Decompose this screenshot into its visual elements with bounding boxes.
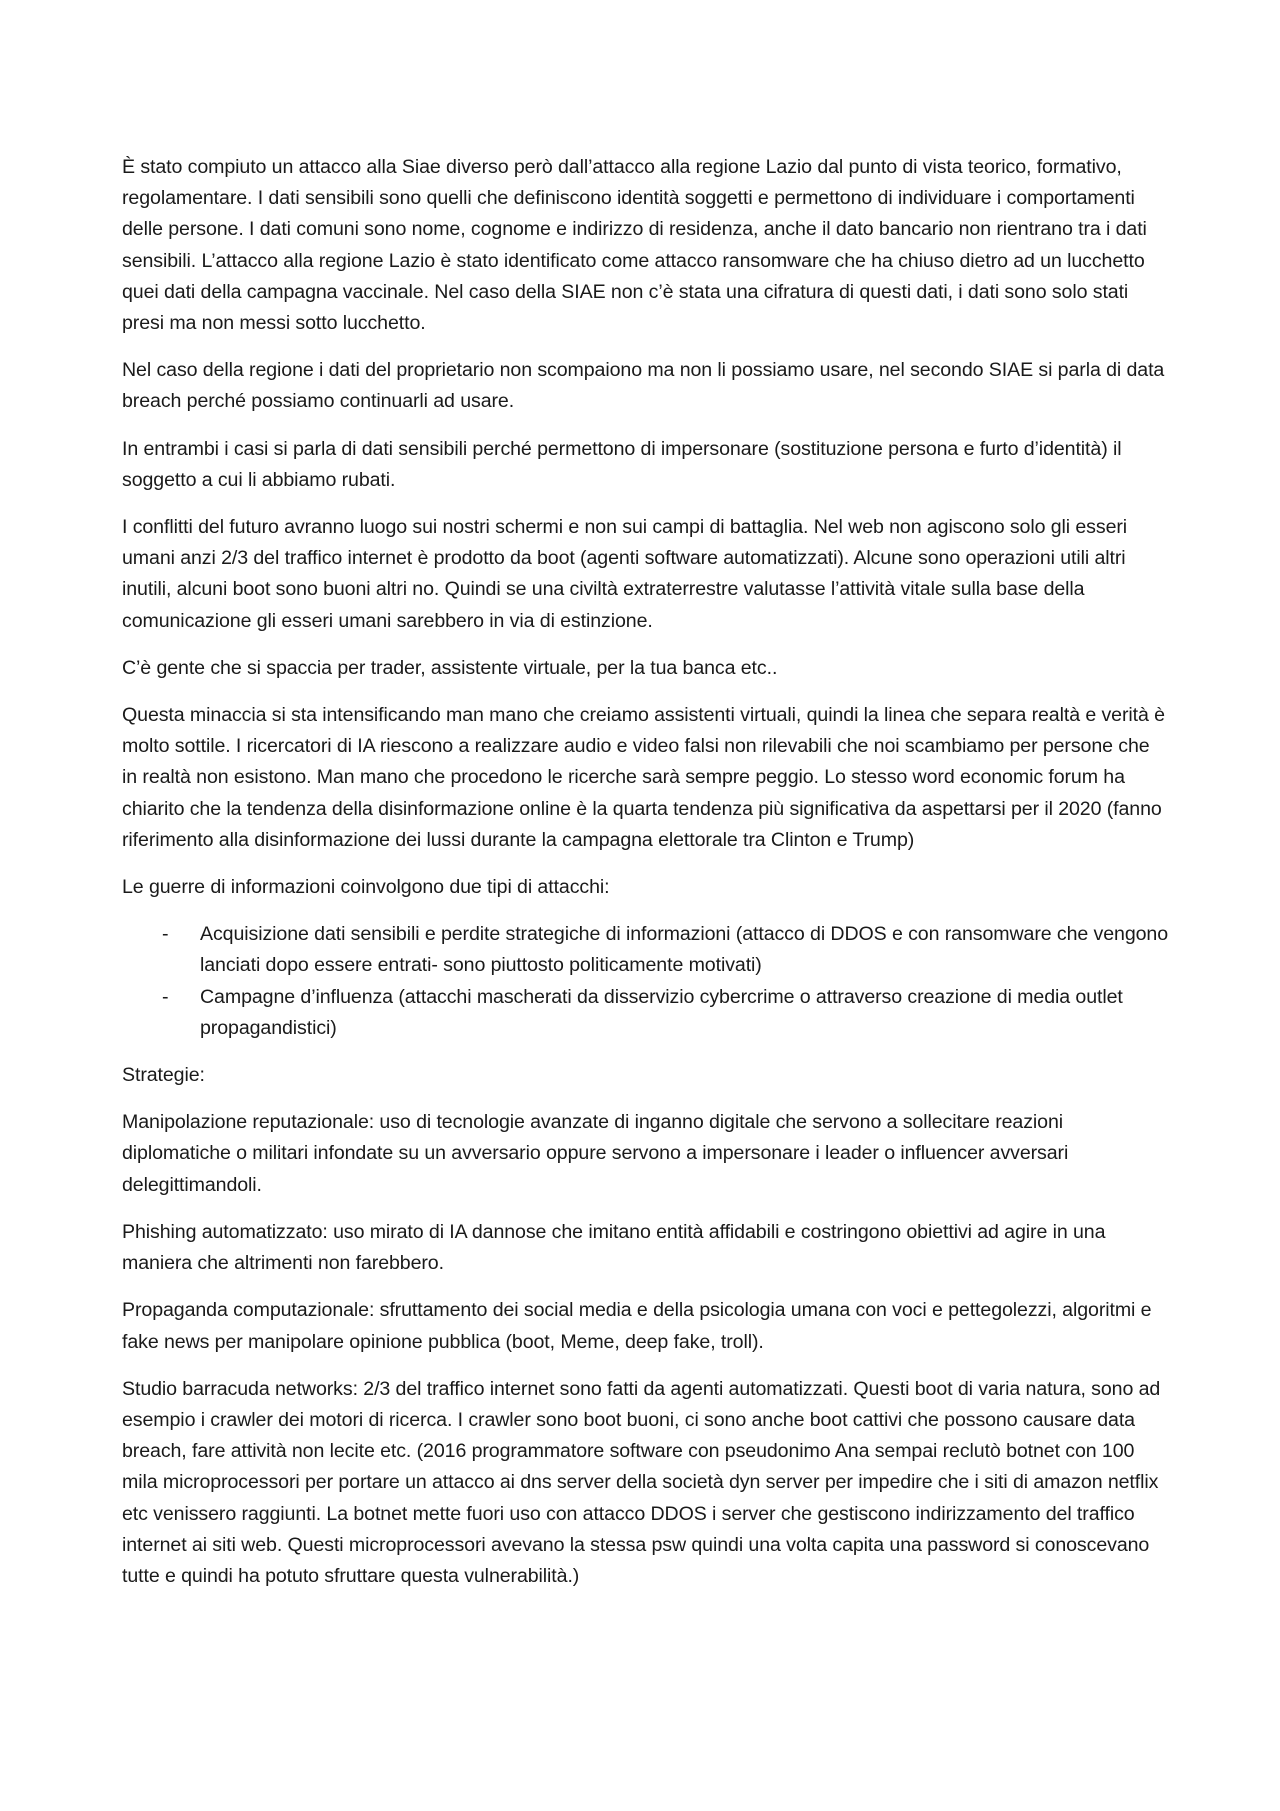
paragraph-strategies-heading: Strategie: (122, 1064, 205, 1087)
list-item-text: Campagne d’influenza (attacchi mascherati da disservizio cybercrime o attraverso creazione di media outlet propagandistici) (200, 985, 1123, 1039)
list-item-text: Acquisizione dati sensibili e perdite strategiche di informazioni (attacco di DDOS e con ransomware che vengono lanciati dopo essere entrati- sono piuttosto politicamente motivati) (200, 923, 1169, 977)
bullet-dash: - (162, 985, 169, 1008)
paragraph-virtual-assistants-threat: Questa minaccia si sta intensificando man mano che creiamo assistenti virtuali, quindi la linea che separa realtà e verità è molto sottile. I ricercatori di IA riescono a realizzare audio e video falsi non rilevabili che noi scambiamo per persone che in realtà non esistono. Man mano che procedono le ricerche sarà sempre peggio. Lo stesso word economic forum ha chiarito che la tendenza della disinformazione online è la quarta tendenza più significativa da aspettarsi per il 2020 (fanno riferimento alla disinformazione dei lussi durante la campagna elettorale tra Clinton e Trump) (122, 704, 1165, 851)
paragraph-impersonators: C’è gente che si spaccia per trader, assistente virtuale, per la tua banca etc.. (122, 656, 778, 679)
paragraph-automated-phishing: Phishing automatizzato: uso mirato di IA dannose che imitano entità affidabili e costringono obiettivi ad agire in una maniera che altrimenti non farebbero. (122, 1220, 1106, 1275)
list-item (122, 982, 1168, 1044)
attack-types-list (122, 919, 1168, 1044)
paragraph-reputational-manipulation: Manipolazione reputazionale: uso di tecnologie avanzate di inganno digitale che servono a sollecitare reazioni diplomatiche o militari infondate su un avversario oppure servono a impersonare i leader o influencer avversari delegittimandoli. (122, 1111, 1069, 1196)
paragraph-barracuda-study: Studio barracuda networks: 2/3 del traffico internet sono fatti da agenti automatizzati. Questi boot di varia natura, sono ad esempio i crawler dei motori di ricerca. I crawler sono boot buoni, ci sono anche boot cattivi che possono causare data breach, fare attività non lecite etc. (2016 programmatore software con pseudonimo Ana sempai reclutò botnet con 100 mila microprocessori per portare un attacco ai dns server della società dyn server per impedire che i siti di amazon netflix etc venissero raggiunti. La botnet mette fuori uso con attacco DDOS i server che gestiscono indirizzamento del traffico internet ai siti web. Questi microprocessori avevano la stessa psw quindi una volta capita una password si conoscevano tutte e quindi ha potuto sfruttare questa vulnerabilità.) (122, 1377, 1161, 1587)
paragraph-computational-propaganda: Propaganda computazionale: sfruttamento dei social media e della psicologia umana con voci e pettegolezzi, algoritmi e fake news per manipolare opinione pubblica (boot, Meme, deep fake, troll). (122, 1299, 1152, 1353)
paragraph-identity-theft: In entrambi i casi si parla di dati sensibili perché permettono di impersonare (sostituzione persona e furto d’identità) il soggetto a cui li abbiamo rubati. (122, 437, 1122, 491)
list-item (122, 919, 1168, 981)
bullet-dash: - (162, 923, 169, 946)
paragraph-future-conflicts: I conflitti del futuro avranno luogo sui nostri schermi e non sui campi di battaglia. Nel web non agiscono solo gli esseri umani anzi 2/3 del traffico internet è prodotto da boot (agenti software automatizzati). Alcune sono operazioni utili altri inutili, alcuni boot sono buoni altri no. Quindi se una civiltà extraterrestre valutasse l’attività vitale sulla base della comunicazione gli esseri umani sarebbero in via di estinzione. (122, 516, 1128, 632)
paragraph-information-wars: Le guerre di informazioni coinvolgono due tipi di attacchi: (122, 876, 610, 899)
paragraph-siae-lazio-attack: È stato compiuto un attacco alla Siae diverso però dall’attacco alla regione Lazio dal punto di vista teorico, formativo, regolamentare. I dati sensibili sono quelli che definiscono identità soggetti e permettono di individuare i comportamenti delle persone. I dati comuni sono nome, cognome e indirizzo di residenza, anche il dato bancario non rientrano tra i dati sensibili. L’attacco alla regione Lazio è stato identificato come attacco ransomware che ha chiuso dietro ad un lucchetto quei dati della campagna vaccinale. Nel caso della SIAE non c’è stata una cifratura di questi dati, i dati sono solo stati presi ma non messi sotto lucchetto. (122, 156, 1147, 335)
paragraph-data-breach: Nel caso della regione i dati del proprietario non scompaiono ma non li possiamo usare, nel secondo SIAE si parla di data breach perché possiamo continuarli ad usare. (122, 359, 1165, 413)
